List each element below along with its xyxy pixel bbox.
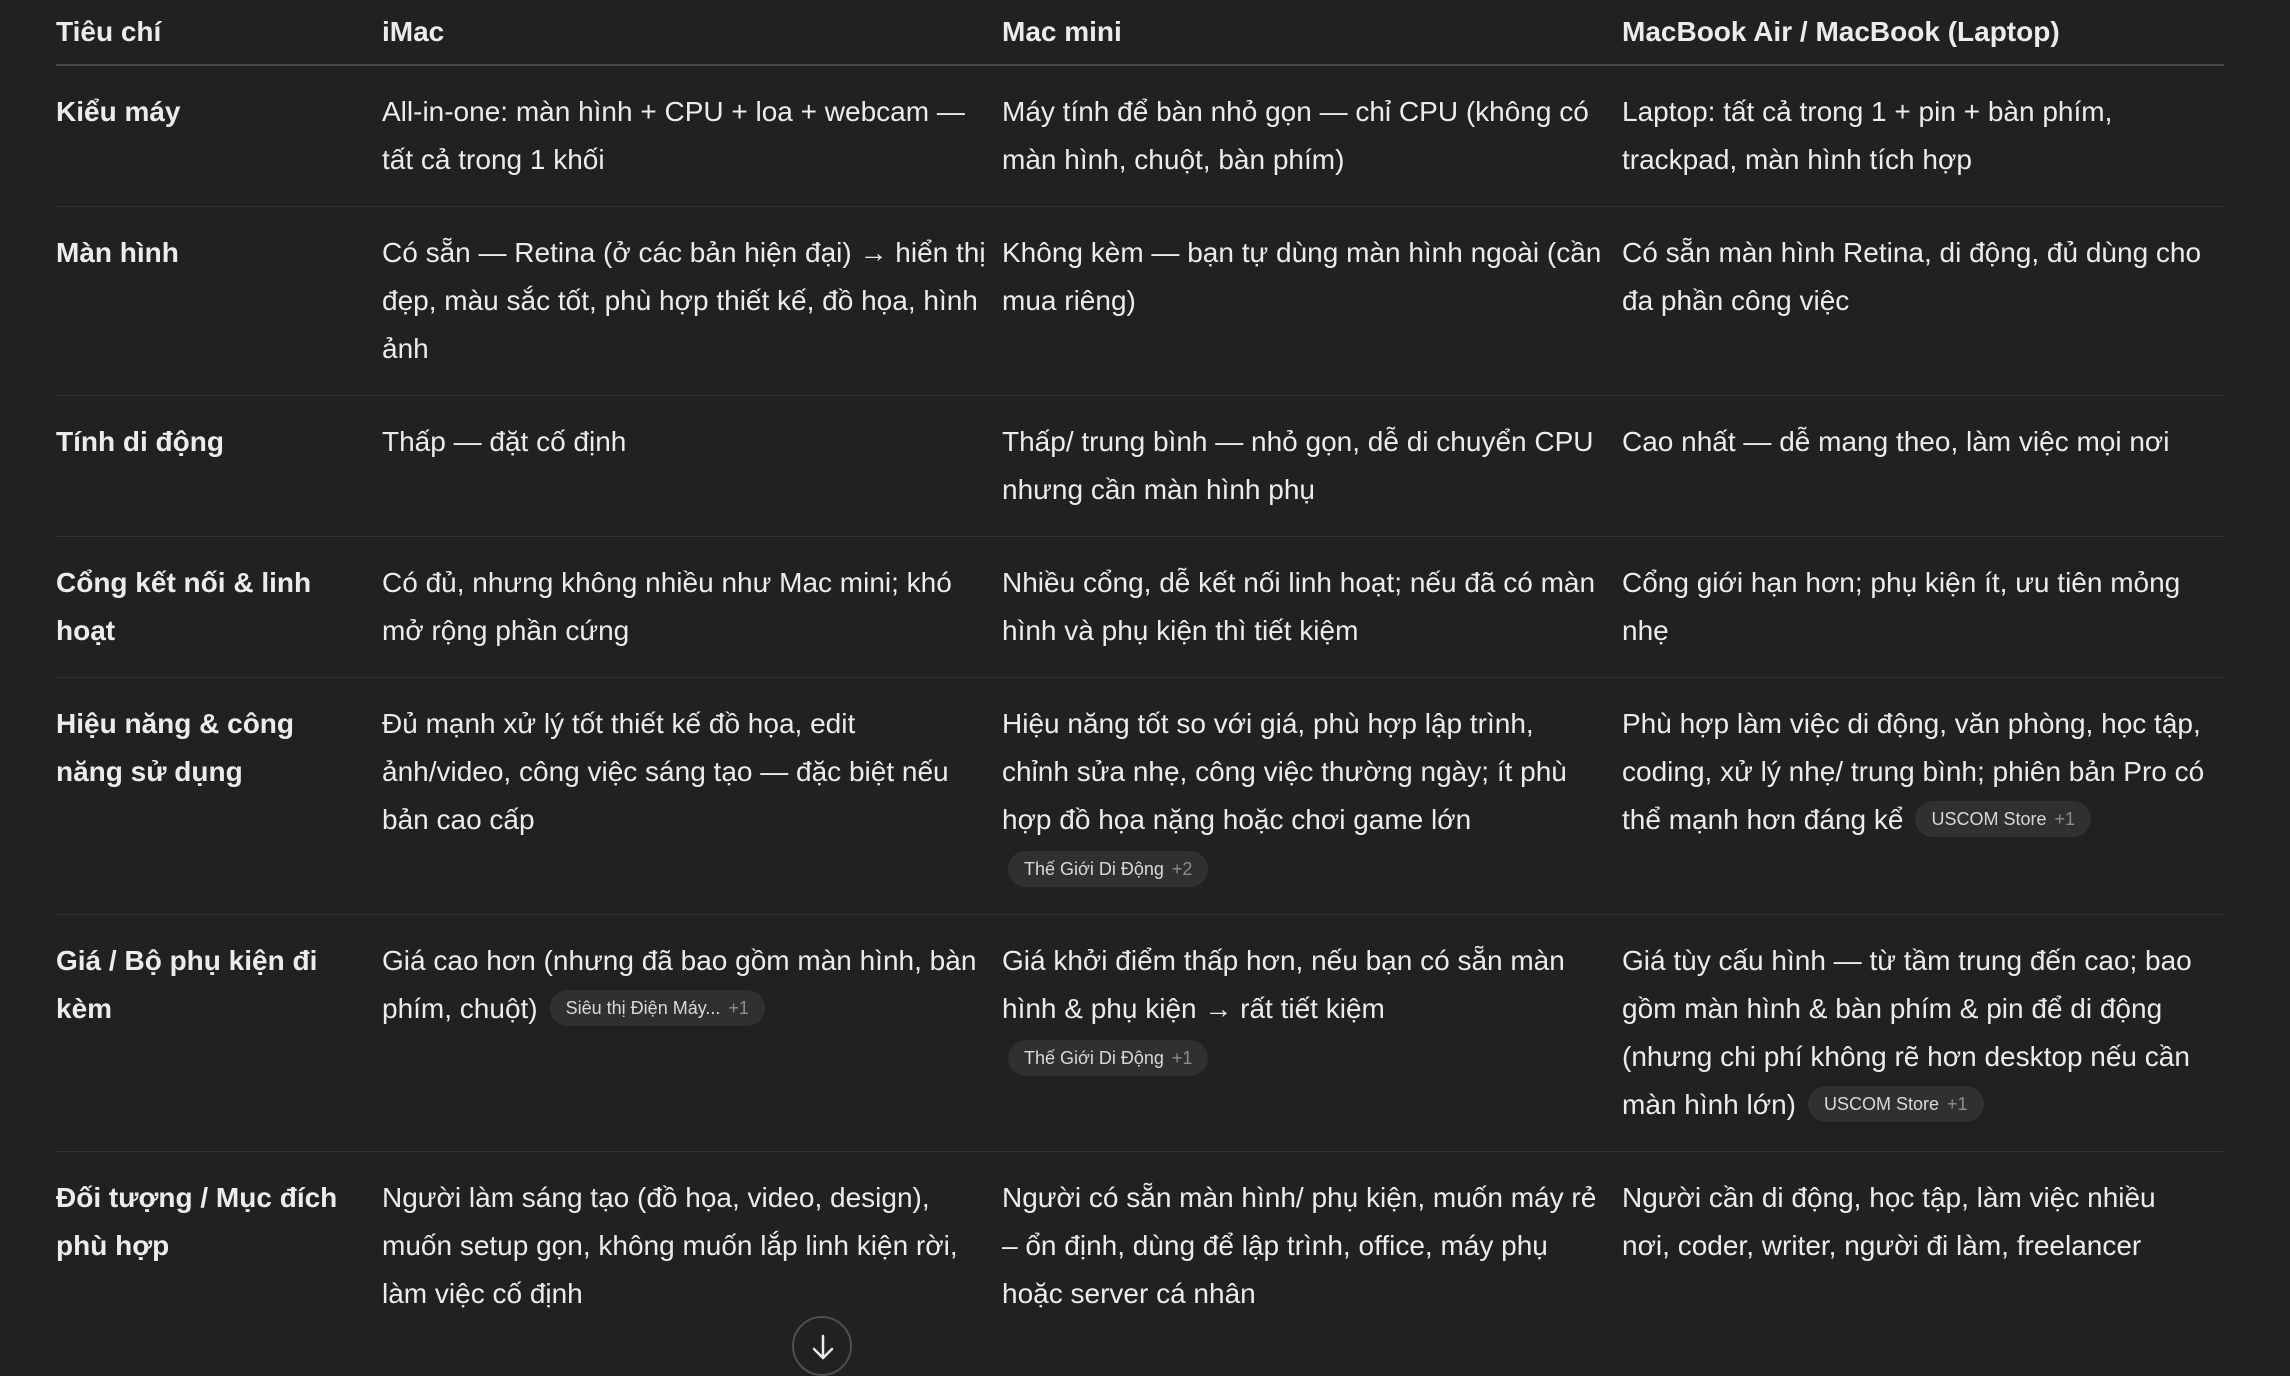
cell-macbook — [1622, 1152, 2224, 1341]
cell-text: Phù hợp làm việc di động, văn phòng, học tập, coding, xử lý nhẹ/ trung bình; phiên bản Pro có thể mạnh hơn đáng kể — [1622, 708, 2205, 835]
cell-text: Đủ mạnh xử lý tốt thiết kế đồ họa, edit ảnh/video, công việc sáng tạo — đặc biệt nếu bản cao cấp — [382, 708, 949, 835]
cell-text: Giá khởi điểm thấp hơn, nếu bạn có sẵn màn hình & phụ kiện → rất tiết kiệm — [1002, 945, 1565, 1024]
cell-imac — [382, 678, 1002, 915]
source-name: Thế Giới Di Động — [1024, 1047, 1164, 1068]
criterion-cell — [56, 65, 382, 207]
cell-text: Laptop: tất cả trong 1 + pin + bàn phím, trackpad, màn hình tích hợp — [1622, 96, 2113, 175]
cell-text: Không kèm — bạn tự dùng màn hình ngoài (cần mua riêng) — [1002, 237, 1602, 316]
criterion-label: Màn hình — [56, 237, 179, 268]
table-body — [56, 65, 2224, 1340]
criterion-cell — [56, 1152, 382, 1341]
cell-macmini — [1002, 396, 1622, 537]
cell-text: Thấp/ trung bình — nhỏ gọn, dễ di chuyển CPU nhưng cần màn hình phụ — [1002, 426, 1594, 505]
source-name: USCOM Store — [1931, 808, 2047, 829]
cell-text: Máy tính để bàn nhỏ gọn — chỉ CPU (không có màn hình, chuột, bàn phím) — [1002, 96, 1589, 175]
source-citation-pill[interactable] — [1008, 1040, 1208, 1076]
criterion-cell — [56, 396, 382, 537]
criterion-label: Tính di động — [56, 426, 224, 457]
header-row — [56, 0, 2224, 65]
source-count: +1 — [1171, 1047, 1193, 1068]
cell-macbook — [1622, 915, 2224, 1152]
cell-text: Cao nhất — dễ mang theo, làm việc mọi nơi — [1622, 426, 2170, 457]
criterion-label: Kiểu máy — [56, 96, 181, 127]
source-count: +1 — [728, 997, 749, 1018]
source-name: Thế Giới Di Động — [1024, 858, 1164, 879]
cell-macbook — [1622, 207, 2224, 396]
cell-text: Cổng giới hạn hơn; phụ kiện ít, ưu tiên mỏng nhẹ — [1622, 567, 2181, 646]
cell-text: Giá cao hơn (nhưng đã bao gồm màn hình, bàn phím, chuột) — [382, 945, 977, 1024]
header-imac: iMac — [382, 0, 1002, 65]
criterion-cell — [56, 915, 382, 1152]
criterion-label: Đối tượng / Mục đích phù hợp — [56, 1182, 338, 1261]
cell-text: Người có sẵn màn hình/ phụ kiện, muốn máy rẻ – ổn định, dùng để lập trình, office, máy phụ hoặc server cá nhân — [1002, 1182, 1597, 1309]
cell-macmini — [1002, 678, 1622, 915]
source-name: USCOM Store — [1824, 1093, 1940, 1114]
source-name: Siêu thị Điện Máy... — [565, 997, 721, 1018]
header-macmini: Mac mini — [1002, 0, 1622, 65]
source-count: +1 — [2054, 808, 2076, 829]
cell-imac — [382, 915, 1002, 1152]
table-row — [56, 1152, 2224, 1341]
cell-text: Nhiều cổng, dễ kết nối linh hoạt; nếu đã có màn hình và phụ kiện thì tiết kiệm — [1002, 567, 1596, 646]
scroll-to-bottom-button[interactable] — [792, 1316, 852, 1376]
cell-macbook — [1622, 678, 2224, 915]
table-row — [56, 65, 2224, 207]
source-count: +2 — [1171, 858, 1193, 879]
cell-imac — [382, 396, 1002, 537]
criterion-cell — [56, 537, 382, 678]
cell-text: Thấp — đặt cố định — [382, 426, 627, 457]
cell-macmini — [1002, 537, 1622, 678]
cell-macmini — [1002, 207, 1622, 396]
cell-text: Có đủ, nhưng không nhiều như Mac mini; khó mở rộng phần cứng — [382, 567, 952, 646]
table-row — [56, 678, 2224, 915]
cell-text: Hiệu năng tốt so với giá, phù hợp lập trình, chỉnh sửa nhẹ, công việc thường ngày; ít phù hợp đồ họa nặng hoặc chơi game lớn — [1002, 708, 1567, 835]
cell-text: Người làm sáng tạo (đồ họa, video, design), muốn setup gọn, không muốn lắp linh kiện rời, làm việc cố định — [382, 1182, 958, 1309]
table-header — [56, 0, 2224, 65]
header-macbook: MacBook Air / MacBook (Laptop) — [1622, 0, 2224, 65]
criterion-label: Hiệu năng & công năng sử dụng — [56, 708, 294, 787]
header-criterion: Tiêu chí — [56, 0, 382, 65]
cell-macbook — [1622, 65, 2224, 207]
source-citation-pill[interactable] — [1915, 801, 2091, 837]
cell-imac — [382, 537, 1002, 678]
arrow-down-icon — [810, 1334, 836, 1360]
table-row — [56, 207, 2224, 396]
cell-macbook — [1622, 396, 2224, 537]
cell-macmini — [1002, 915, 1622, 1152]
cell-imac — [382, 1152, 1002, 1341]
table-row — [56, 396, 2224, 537]
cell-text: All-in-one: màn hình + CPU + loa + webcam — tất cả trong 1 khối — [382, 96, 965, 175]
cell-macmini — [1002, 1152, 1622, 1341]
cell-imac — [382, 65, 1002, 207]
table-row — [56, 915, 2224, 1152]
cell-text: Người cần di động, học tập, làm việc nhiều nơi, coder, writer, người đi làm, freelancer — [1622, 1182, 2156, 1261]
cell-text: Có sẵn màn hình Retina, di động, đủ dùng cho đa phần công việc — [1622, 237, 2202, 316]
cell-text: Giá tùy cấu hình — từ tầm trung đến cao; bao gồm màn hình & bàn phím & pin để di động (nhưng chi phí không rẽ hơn desktop nếu cần màn hình lớn) — [1622, 945, 2192, 1120]
comparison-table — [56, 0, 2224, 1340]
cell-text: Có sẵn — Retina (ở các bản hiện đại) → hiển thị đẹp, màu sắc tốt, phù hợp thiết kế, đồ họa, hình ảnh — [382, 237, 986, 364]
criterion-cell — [56, 207, 382, 396]
criterion-label: Giá / Bộ phụ kiện đi kèm — [56, 945, 318, 1024]
cell-macbook — [1622, 537, 2224, 678]
source-citation-pill[interactable] — [1008, 851, 1208, 887]
source-citation-pill[interactable] — [1808, 1086, 1984, 1122]
criterion-cell — [56, 678, 382, 915]
source-citation-pill[interactable] — [550, 990, 765, 1026]
table-row — [56, 537, 2224, 678]
source-count: +1 — [1947, 1093, 1968, 1114]
cell-macmini — [1002, 65, 1622, 207]
criterion-label: Cổng kết nối & linh hoạt — [56, 567, 312, 646]
cell-imac — [382, 207, 1002, 396]
